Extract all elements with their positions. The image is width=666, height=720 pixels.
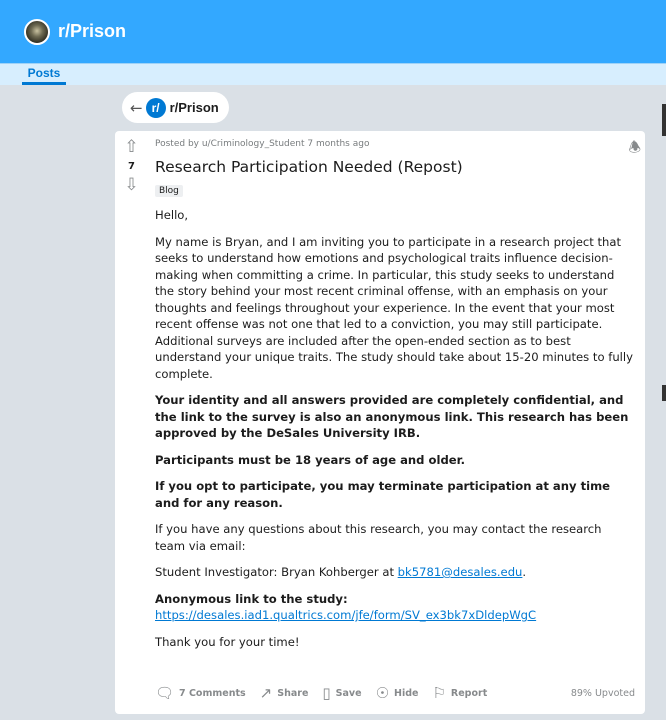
study-link-label: Anonymous link to the study:	[155, 591, 348, 606]
report-button[interactable]	[432, 684, 487, 702]
save-label: Save	[335, 687, 362, 699]
vote-column	[115, 137, 148, 195]
subreddit-header	[0, 0, 666, 63]
flag-icon: ⚐	[432, 684, 446, 702]
post-flair[interactable]: Blog	[155, 185, 183, 197]
share-button[interactable]	[260, 684, 309, 702]
comments-button[interactable]	[155, 684, 246, 702]
subreddit-name: r/Prison	[169, 100, 219, 115]
paragraph-bold: If you opt to participate, you may terminate participation at any time and for any reason.	[155, 479, 611, 510]
back-arrow-icon[interactable]: ←	[130, 98, 143, 117]
subreddit-title: r/Prison	[58, 21, 127, 41]
post-actions	[155, 684, 635, 702]
paragraph: Thank you for your time!	[155, 634, 300, 649]
hide-icon: ☉	[375, 684, 390, 702]
scrollbar[interactable]	[662, 104, 666, 136]
tab-posts[interactable]: Posts	[22, 66, 66, 85]
save-button[interactable]	[322, 684, 361, 702]
share-label: Share	[277, 687, 309, 699]
post-body	[155, 207, 635, 650]
downvote-icon[interactable]: ⇩	[124, 175, 139, 195]
tab-bar	[0, 63, 666, 85]
email-link[interactable]: bk5781@desales.edu	[397, 565, 523, 579]
share-icon: ↗	[259, 684, 273, 702]
upvote-ratio: 89% Upvoted	[570, 687, 635, 699]
paragraph-bold: Participants must be 18 years of age and older.	[155, 452, 466, 467]
back-to-subreddit-button[interactable]	[122, 92, 229, 123]
comments-label: 7 Comments	[179, 687, 246, 699]
paragraph: If you have any questions about this research, you may contact the research team via email:	[155, 522, 602, 553]
hide-label: Hide	[394, 687, 419, 699]
report-label: Report	[450, 687, 488, 699]
paragraph: My name is Bryan, and I am inviting you to participate in a research project that seeks to understand how emotions and psychological traits influence decision-making when committing a crime. In particular, this study seeks to understand the story behind your most recent criminal offense, with an emphasis on your thoughts and feelings throughout your experience. In the event that your most recent offense was not one that led to a conviction, you may still participate. Additional surveys are included after the open-ended section as to best understand your unique traits. The study should take about 15-20 minutes to fully complete.	[155, 234, 633, 381]
paragraph: Hello,	[155, 208, 189, 222]
hide-button[interactable]	[376, 684, 419, 702]
post-card	[115, 131, 645, 714]
period: .	[522, 565, 527, 579]
comment-icon: 🗨	[155, 684, 175, 702]
post-meta: Posted by u/Criminology_Student 7 months ago	[155, 139, 370, 149]
subreddit-avatar[interactable]	[24, 19, 50, 45]
study-link[interactable]: https://desales.iad1.qualtrics.com/jfe/form/SV_ex3bk7xDldepWgC	[155, 608, 537, 622]
scrollbar-marker	[662, 385, 666, 401]
bookmark-icon: ▯	[322, 684, 331, 702]
paragraph-bold: Your identity and all answers provided are completely confidential, and the link to the survey is also an anonymous link. This research has been approved by the DeSales University IRB.	[155, 393, 629, 440]
vote-score: 7	[128, 161, 135, 172]
upvote-icon[interactable]: ⇧	[124, 137, 139, 157]
subreddit-icon: r/	[146, 98, 166, 118]
investigator-label: Student Investigator: Bryan Kohberger at	[155, 565, 398, 579]
bell-icon[interactable]: 🕭	[628, 140, 641, 156]
post-title[interactable]: Research Participation Needed (Repost)	[155, 158, 463, 176]
